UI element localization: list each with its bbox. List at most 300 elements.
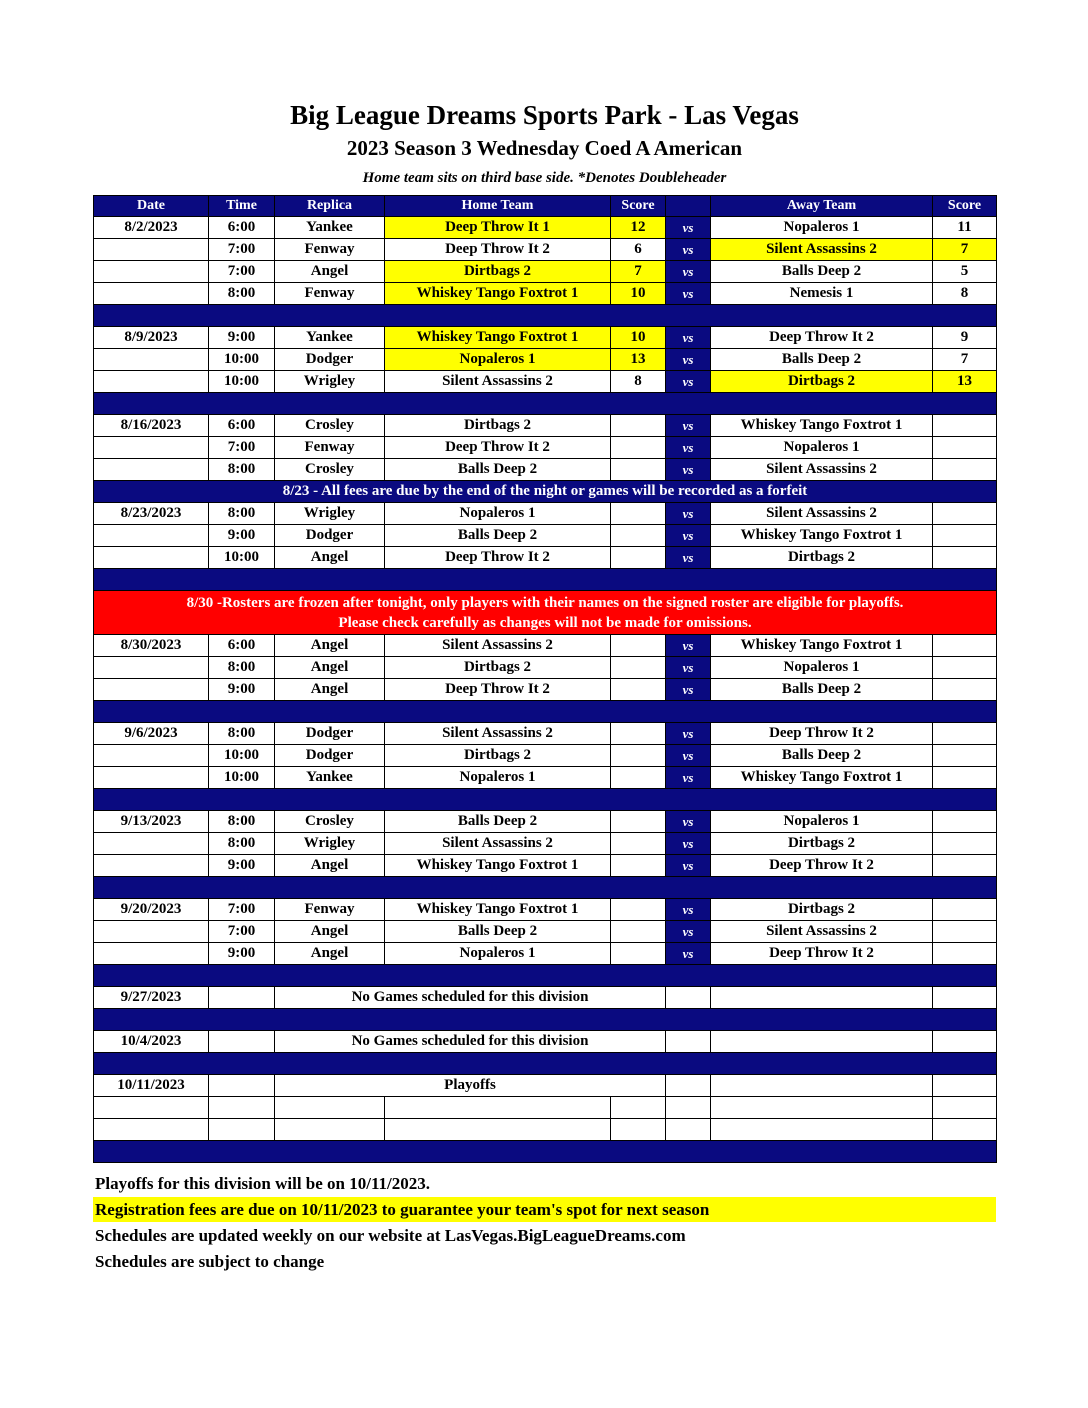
vs-cell: [666, 1075, 711, 1097]
home-score-cell: [611, 899, 666, 921]
game-row: [94, 547, 997, 569]
away-team-cell: Dirtbags 2: [711, 547, 933, 569]
away-team-cell: Balls Deep 2: [711, 679, 933, 701]
vs-cell: vs: [666, 833, 711, 855]
home-score-cell: 10: [611, 283, 666, 305]
away-score-cell: [933, 1075, 997, 1097]
home-score-cell: 13: [611, 349, 666, 371]
away-score-cell: [933, 503, 997, 525]
home-score-cell: 6: [611, 239, 666, 261]
away-score-cell: [933, 943, 997, 965]
website-note: Schedules are updated weekly on our website at LasVegas.BigLeagueDreams.com: [95, 1226, 686, 1246]
game-row: [94, 855, 997, 877]
separator-cell: [94, 1141, 997, 1163]
time-cell: 10:00: [209, 745, 275, 767]
header-replica: Replica: [275, 196, 385, 217]
replica-cell: Fenway: [275, 283, 385, 305]
home-team-cell: Nopaleros 1: [385, 503, 611, 525]
replica-cell: Angel: [275, 635, 385, 657]
vs-cell: vs: [666, 767, 711, 789]
time-cell: 7:00: [209, 239, 275, 261]
away-team-cell: Nopaleros 1: [711, 437, 933, 459]
game-row: [94, 811, 997, 833]
separator-cell: [94, 965, 997, 987]
game-row: [94, 349, 997, 371]
date-cell: [94, 371, 209, 393]
time-cell: [209, 987, 275, 1009]
away-team-cell: Nopaleros 1: [711, 811, 933, 833]
home-team-cell: Silent Assassins 2: [385, 833, 611, 855]
game-row: [94, 943, 997, 965]
game-row: [94, 525, 997, 547]
away-score-cell: 7: [933, 349, 997, 371]
away-score-cell: [933, 437, 997, 459]
subject-to-change-note: Schedules are subject to change: [95, 1252, 325, 1272]
home-team-cell: Balls Deep 2: [385, 921, 611, 943]
roster-alert-line: Please check carefully as changes will not be made for omissions.: [338, 614, 752, 631]
away-score-cell: 5: [933, 261, 997, 283]
home-score-cell: [611, 855, 666, 877]
header-home-team: Home Team: [385, 196, 611, 217]
time-cell: 7:00: [209, 437, 275, 459]
home-team-cell: Deep Throw It 2: [385, 679, 611, 701]
away-team-cell: Nemesis 1: [711, 283, 933, 305]
vs-cell: vs: [666, 349, 711, 371]
away-team-cell: Dirtbags 2: [711, 371, 933, 393]
blank-cell: [94, 1119, 209, 1141]
time-cell: 8:00: [209, 459, 275, 481]
date-cell: [94, 657, 209, 679]
separator-row: [94, 965, 997, 987]
game-row: [94, 503, 997, 525]
date-cell: 10/4/2023: [94, 1031, 209, 1053]
vs-cell: vs: [666, 811, 711, 833]
date-cell: 8/9/2023: [94, 327, 209, 349]
date-cell: [94, 459, 209, 481]
game-row: [94, 723, 997, 745]
game-row: [94, 899, 997, 921]
home-team-cell: Balls Deep 2: [385, 525, 611, 547]
away-score-cell: [933, 833, 997, 855]
message-row: [94, 1031, 997, 1053]
time-cell: 8:00: [209, 503, 275, 525]
fees-notice-cell: 8/23 - All fees are due by the end of the night or games will be recorded as a forfeit: [94, 481, 997, 503]
replica-cell: Angel: [275, 261, 385, 283]
vs-cell: [666, 1031, 711, 1053]
vs-cell: vs: [666, 327, 711, 349]
game-row: [94, 217, 997, 239]
away-team-cell: Silent Assassins 2: [711, 921, 933, 943]
away-score-cell: [933, 635, 997, 657]
message-cell: No Games scheduled for this division: [275, 1031, 666, 1053]
replica-cell: Dodger: [275, 723, 385, 745]
game-row: [94, 261, 997, 283]
away-score-cell: [933, 525, 997, 547]
home-score-cell: 7: [611, 261, 666, 283]
vs-cell: vs: [666, 283, 711, 305]
away-team-cell: Dirtbags 2: [711, 899, 933, 921]
vs-cell: vs: [666, 239, 711, 261]
vs-cell: vs: [666, 371, 711, 393]
game-row: [94, 745, 997, 767]
away-score-cell: [933, 1031, 997, 1053]
blank-row: [94, 1119, 997, 1141]
home-team-cell: Deep Throw It 2: [385, 547, 611, 569]
time-cell: [209, 1031, 275, 1053]
date-cell: 9/27/2023: [94, 987, 209, 1009]
schedule-page: [93, 0, 996, 1274]
replica-cell: Yankee: [275, 327, 385, 349]
time-cell: 9:00: [209, 525, 275, 547]
away-team-cell: Silent Assassins 2: [711, 503, 933, 525]
date-cell: [94, 921, 209, 943]
blank-cell: [209, 1119, 275, 1141]
away-score-cell: 13: [933, 371, 997, 393]
date-cell: [94, 745, 209, 767]
separator-row: [94, 701, 997, 723]
away-score-cell: [933, 657, 997, 679]
date-cell: [94, 437, 209, 459]
away-score-cell: [933, 921, 997, 943]
away-score-cell: [933, 415, 997, 437]
home-team-cell: Nopaleros 1: [385, 943, 611, 965]
blank-cell: [711, 1097, 933, 1119]
away-score-cell: [933, 547, 997, 569]
away-team-cell: Whiskey Tango Foxtrot 1: [711, 415, 933, 437]
header-home-score: Score: [611, 196, 666, 217]
date-cell: 8/2/2023: [94, 217, 209, 239]
away-score-cell: [933, 723, 997, 745]
home-team-cell: Dirtbags 2: [385, 261, 611, 283]
away-team-cell: Dirtbags 2: [711, 833, 933, 855]
home-team-cell: Silent Assassins 2: [385, 371, 611, 393]
time-cell: 10:00: [209, 547, 275, 569]
replica-cell: Angel: [275, 921, 385, 943]
blank-cell: [666, 1097, 711, 1119]
home-score-cell: [611, 745, 666, 767]
away-team-cell: Deep Throw It 2: [711, 327, 933, 349]
away-score-cell: [933, 459, 997, 481]
home-team-cell: Dirtbags 2: [385, 745, 611, 767]
vs-cell: vs: [666, 679, 711, 701]
time-cell: 10:00: [209, 371, 275, 393]
vs-cell: vs: [666, 547, 711, 569]
date-cell: [94, 943, 209, 965]
vs-cell: vs: [666, 943, 711, 965]
blank-cell: [611, 1097, 666, 1119]
separator-cell: [94, 1009, 997, 1031]
time-cell: 10:00: [209, 767, 275, 789]
game-row: [94, 327, 997, 349]
replica-cell: Crosley: [275, 459, 385, 481]
registration-banner: Registration fees are due on 10/11/2023 to guarantee your team's spot for next season: [93, 1197, 996, 1222]
away-score-cell: [933, 679, 997, 701]
date-cell: 9/20/2023: [94, 899, 209, 921]
date-cell: [94, 547, 209, 569]
replica-cell: Angel: [275, 657, 385, 679]
vs-cell: vs: [666, 635, 711, 657]
home-score-cell: [611, 679, 666, 701]
home-team-cell: Deep Throw It 2: [385, 437, 611, 459]
replica-cell: Angel: [275, 855, 385, 877]
blank-cell: [275, 1119, 385, 1141]
blank-cell: [94, 1097, 209, 1119]
playoffs-note: Playoffs for this division will be on 10/11/2023.: [95, 1174, 431, 1194]
time-cell: 8:00: [209, 657, 275, 679]
date-cell: 9/6/2023: [94, 723, 209, 745]
header-vs: [666, 196, 711, 217]
separator-row: [94, 1141, 997, 1163]
away-score-cell: 8: [933, 283, 997, 305]
time-cell: 7:00: [209, 899, 275, 921]
game-row: [94, 459, 997, 481]
time-cell: 10:00: [209, 349, 275, 371]
date-cell: [94, 679, 209, 701]
game-row: [94, 437, 997, 459]
blank-cell: [275, 1097, 385, 1119]
separator-row: [94, 569, 997, 591]
home-team-cell: Whiskey Tango Foxtrot 1: [385, 855, 611, 877]
replica-cell: Angel: [275, 679, 385, 701]
separator-row: [94, 1009, 997, 1031]
home-score-cell: [611, 811, 666, 833]
away-score-cell: [933, 855, 997, 877]
time-cell: 7:00: [209, 261, 275, 283]
home-team-cell: Dirtbags 2: [385, 657, 611, 679]
date-cell: 10/11/2023: [94, 1075, 209, 1097]
date-cell: [94, 855, 209, 877]
away-team-cell: Deep Throw It 2: [711, 855, 933, 877]
roster-alert-line: 8/30 -Rosters are frozen after tonight, only players with their names on the signed roster are eligible for playoffs.: [186, 594, 904, 611]
red-notice-row: [94, 591, 997, 635]
away-score-cell: [933, 811, 997, 833]
game-row: [94, 833, 997, 855]
replica-cell: Yankee: [275, 217, 385, 239]
blank-cell: [385, 1097, 611, 1119]
home-team-cell: Whiskey Tango Foxtrot 1: [385, 283, 611, 305]
message-row: [94, 987, 997, 1009]
home-team-cell: Silent Assassins 2: [385, 635, 611, 657]
separator-row: [94, 393, 997, 415]
replica-cell: Wrigley: [275, 371, 385, 393]
home-team-cell: Whiskey Tango Foxtrot 1: [385, 327, 611, 349]
home-score-cell: [611, 767, 666, 789]
replica-cell: Wrigley: [275, 833, 385, 855]
vs-cell: vs: [666, 921, 711, 943]
away-score-cell: [933, 899, 997, 921]
vs-cell: [666, 987, 711, 1009]
header-away-team: Away Team: [711, 196, 933, 217]
away-score-cell: [933, 987, 997, 1009]
header-row: [94, 196, 997, 217]
game-row: [94, 415, 997, 437]
home-score-cell: [611, 503, 666, 525]
game-row: [94, 283, 997, 305]
navy-notice-row: [94, 481, 997, 503]
replica-cell: Wrigley: [275, 503, 385, 525]
time-cell: 8:00: [209, 833, 275, 855]
blank-cell: [611, 1119, 666, 1141]
home-team-cell: Deep Throw It 2: [385, 239, 611, 261]
separator-row: [94, 789, 997, 811]
replica-cell: Angel: [275, 943, 385, 965]
away-team-cell: Silent Assassins 2: [711, 459, 933, 481]
date-cell: [94, 349, 209, 371]
blank-cell: [385, 1119, 611, 1141]
replica-cell: Crosley: [275, 811, 385, 833]
game-row: [94, 657, 997, 679]
time-cell: 6:00: [209, 217, 275, 239]
date-cell: [94, 525, 209, 547]
date-cell: 8/23/2023: [94, 503, 209, 525]
away-team-cell: Balls Deep 2: [711, 349, 933, 371]
replica-cell: Dodger: [275, 525, 385, 547]
away-team-cell: Nopaleros 1: [711, 217, 933, 239]
replica-cell: Fenway: [275, 899, 385, 921]
game-row: [94, 921, 997, 943]
separator-cell: [94, 569, 997, 591]
away-team-cell: Deep Throw It 2: [711, 723, 933, 745]
replica-cell: Dodger: [275, 349, 385, 371]
separator-row: [94, 305, 997, 327]
away-team-cell: Balls Deep 2: [711, 745, 933, 767]
separator-row: [94, 877, 997, 899]
vs-cell: vs: [666, 855, 711, 877]
date-cell: 8/30/2023: [94, 635, 209, 657]
game-row: [94, 371, 997, 393]
date-cell: [94, 239, 209, 261]
blank-cell: [711, 1119, 933, 1141]
home-score-cell: [611, 437, 666, 459]
time-cell: 9:00: [209, 943, 275, 965]
vs-cell: vs: [666, 261, 711, 283]
date-cell: [94, 833, 209, 855]
date-cell: [94, 283, 209, 305]
away-team-cell: [711, 1031, 933, 1053]
replica-cell: Crosley: [275, 415, 385, 437]
replica-cell: Yankee: [275, 767, 385, 789]
away-score-cell: 11: [933, 217, 997, 239]
vs-cell: vs: [666, 437, 711, 459]
home-score-cell: [611, 833, 666, 855]
game-row: [94, 635, 997, 657]
date-cell: 8/16/2023: [94, 415, 209, 437]
time-cell: 6:00: [209, 415, 275, 437]
separator-cell: [94, 789, 997, 811]
time-cell: 9:00: [209, 679, 275, 701]
away-team-cell: Whiskey Tango Foxtrot 1: [711, 635, 933, 657]
time-cell: [209, 1075, 275, 1097]
game-row: [94, 679, 997, 701]
home-team-cell: Balls Deep 2: [385, 459, 611, 481]
away-team-cell: Deep Throw It 2: [711, 943, 933, 965]
blank-cell: [666, 1119, 711, 1141]
header-away-score: Score: [933, 196, 997, 217]
header-time: Time: [209, 196, 275, 217]
home-team-cell: Balls Deep 2: [385, 811, 611, 833]
home-team-cell: Nopaleros 1: [385, 767, 611, 789]
replica-cell: Angel: [275, 547, 385, 569]
home-score-cell: [611, 657, 666, 679]
away-score-cell: [933, 745, 997, 767]
separator-cell: [94, 877, 997, 899]
replica-cell: Fenway: [275, 239, 385, 261]
roster-alert-cell: [94, 591, 997, 635]
vs-cell: vs: [666, 723, 711, 745]
date-cell: [94, 767, 209, 789]
message-cell: No Games scheduled for this division: [275, 987, 666, 1009]
blank-cell: [933, 1119, 997, 1141]
schedule-table: [93, 195, 997, 1163]
blank-cell: [209, 1097, 275, 1119]
home-team-cell: Dirtbags 2: [385, 415, 611, 437]
home-team-cell: Nopaleros 1: [385, 349, 611, 371]
date-cell: 9/13/2023: [94, 811, 209, 833]
time-cell: 8:00: [209, 723, 275, 745]
game-row: [94, 767, 997, 789]
time-cell: 8:00: [209, 283, 275, 305]
home-score-cell: [611, 547, 666, 569]
game-row: [94, 239, 997, 261]
separator-row: [94, 1053, 997, 1075]
page-subtitle: 2023 Season 3 Wednesday Coed A American: [346, 136, 743, 161]
home-score-cell: [611, 635, 666, 657]
home-score-cell: [611, 921, 666, 943]
vs-cell: vs: [666, 459, 711, 481]
separator-cell: [94, 393, 997, 415]
away-score-cell: 9: [933, 327, 997, 349]
vs-cell: vs: [666, 657, 711, 679]
date-cell: [94, 261, 209, 283]
time-cell: 7:00: [209, 921, 275, 943]
message-cell: Playoffs: [275, 1075, 666, 1097]
home-score-cell: 8: [611, 371, 666, 393]
vs-cell: vs: [666, 217, 711, 239]
vs-cell: vs: [666, 415, 711, 437]
home-score-cell: [611, 415, 666, 437]
time-cell: 6:00: [209, 635, 275, 657]
blank-row: [94, 1097, 997, 1119]
header-date: Date: [94, 196, 209, 217]
time-cell: 9:00: [209, 855, 275, 877]
home-score-cell: [611, 525, 666, 547]
away-team-cell: [711, 1075, 933, 1097]
separator-cell: [94, 305, 997, 327]
home-team-cell: Silent Assassins 2: [385, 723, 611, 745]
home-score-cell: [611, 943, 666, 965]
separator-cell: [94, 1053, 997, 1075]
page-title: Big League Dreams Sports Park - Las Vegas: [290, 100, 799, 130]
home-score-cell: 12: [611, 217, 666, 239]
message-row: [94, 1075, 997, 1097]
home-team-cell: Deep Throw It 1: [385, 217, 611, 239]
home-score-cell: [611, 723, 666, 745]
vs-cell: vs: [666, 899, 711, 921]
away-score-cell: [933, 767, 997, 789]
away-team-cell: Silent Assassins 2: [711, 239, 933, 261]
away-score-cell: 7: [933, 239, 997, 261]
blank-cell: [933, 1097, 997, 1119]
vs-cell: vs: [666, 525, 711, 547]
vs-cell: vs: [666, 503, 711, 525]
replica-cell: Fenway: [275, 437, 385, 459]
vs-cell: vs: [666, 745, 711, 767]
away-team-cell: Whiskey Tango Foxtrot 1: [711, 525, 933, 547]
home-team-cell: Whiskey Tango Foxtrot 1: [385, 899, 611, 921]
away-team-cell: [711, 987, 933, 1009]
time-cell: 9:00: [209, 327, 275, 349]
separator-cell: [94, 701, 997, 723]
